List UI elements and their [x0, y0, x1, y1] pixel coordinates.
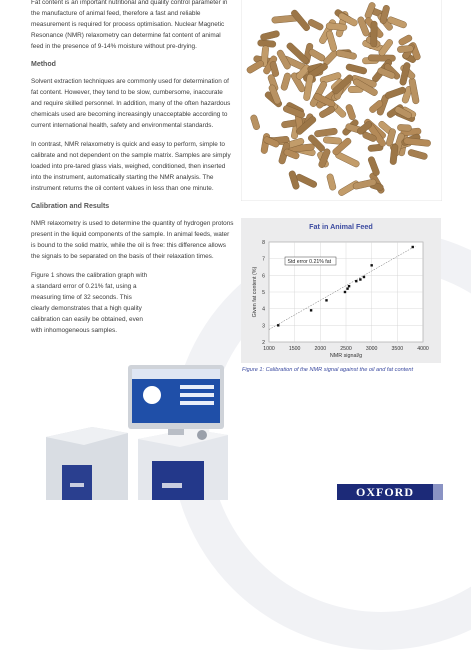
logo-accent [433, 484, 443, 500]
data-point [346, 287, 348, 289]
intro-paragraph: Fat content is an important nutritional and quality control parameter in the manufacture of animal feed, therefore a fast and reliable measurement is required for process optimisation. Nuclear Magnetic Resonance (NMR) relaxometry can determine fat content of animal feed in the presence of 9-14% moisture without pre-drying. [31, 0, 228, 50]
data-point [370, 264, 372, 266]
data-point [277, 324, 279, 326]
y-tick-label: 8 [262, 240, 265, 246]
x-tick-label: 2500 [340, 346, 352, 352]
x-tick-label: 3500 [391, 346, 404, 352]
data-point [363, 276, 365, 278]
feed-pellets-photo [241, 0, 442, 201]
pellet [370, 21, 377, 47]
y-tick-label: 6 [262, 273, 265, 280]
y-tick-label: 4 [262, 306, 265, 313]
method-paragraph-1: Solvent extraction techniques are commonly used for determination of fat content. However, they tend to be slow, cumbersome, inaccurate and require skilled personnel. In addition, many of the often hazardous chemicals used are becoming increasingly unacceptable according to current international health, safety and environmental standards. [31, 78, 231, 129]
pellet [397, 45, 414, 53]
x-tick-label: 4000 [417, 346, 429, 352]
chart-title: Fat in Animal Feed [309, 222, 373, 231]
data-point [412, 246, 414, 248]
text-column [31, 0, 234, 344]
data-point [359, 278, 361, 280]
y-tick-label: 2 [262, 340, 265, 346]
data-point [344, 291, 346, 293]
fat-scatter-chart [241, 218, 441, 363]
data-point [310, 309, 312, 311]
method-paragraph-2: In contrast, NMR relaxometry is quick and easy to perform, simple to calibrate and not dependent on the sample matrix. Samples are simply loaded into pre-tared glass vials, weighed, conditioned, then inserted into the instrument, automatically starting the NMR analysis. The instrument returns the oil content values in less than one minute. [31, 141, 231, 192]
y-axis-label: Given fat content (%) [252, 266, 258, 318]
figure-caption: Figure 1: Calibration of the NMR signal against the oil and fat content [242, 367, 414, 373]
x-tick-label: 2000 [314, 346, 327, 352]
y-tick-label: 5 [262, 290, 265, 296]
y-tick-label: 3 [262, 323, 265, 330]
x-tick-label: 1500 [288, 346, 301, 352]
oxford-logo: OXFORD [337, 484, 433, 500]
x-tick-label: 3000 [365, 346, 378, 352]
x-tick-label: 1000 [263, 346, 275, 352]
method-heading: Method [31, 61, 56, 68]
data-point [348, 285, 350, 287]
x-axis-label: NMR signal/g [329, 353, 363, 359]
y-tick-label: 7 [262, 256, 265, 263]
data-point [355, 280, 357, 282]
calibration-paragraph-1: NMR relaxometry is used to determine the quantity of hydrogen protons present in the liquid components of the sample. In animal feeds, water is bound to the solid matrix, while the oil is free: this difference allows the signals to be separated on the basis of their relaxation times. [31, 220, 234, 260]
nmr-instrument-photo [40, 365, 240, 500]
fat-chart-panel [241, 218, 441, 363]
calibration-paragraph-2: Figure 1 shows the calibration graph with a standard error of 0.21% fat, using a measuring time of 32 seconds. This clearly demonstrates that a high quality calibration can easily be obtained, even with inhomogeneous samples. [31, 272, 148, 334]
data-point [325, 299, 327, 301]
calibration-heading: Calibration and Results [31, 203, 110, 210]
pellet [397, 124, 411, 131]
std-error-annotation: Std error 0.21% fat [287, 259, 332, 265]
